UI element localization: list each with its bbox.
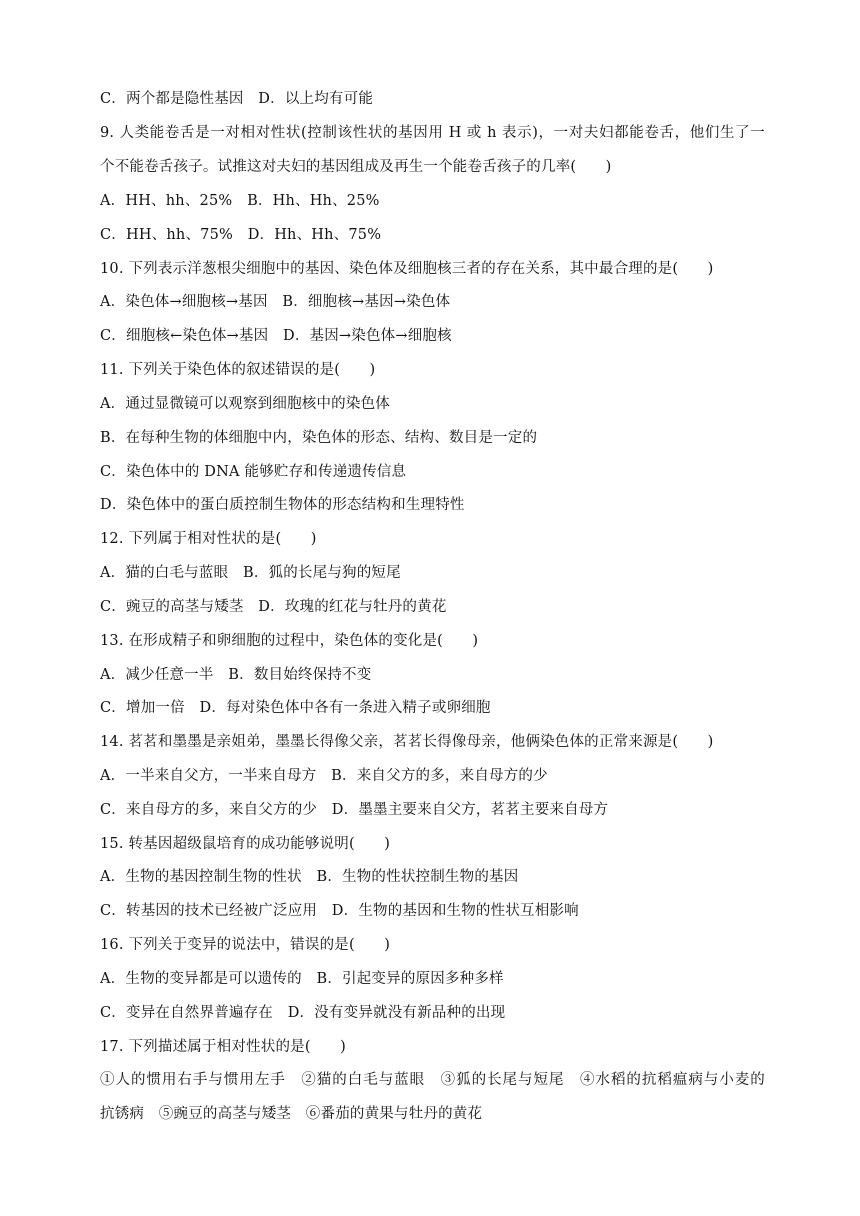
text-line: A．猫的白毛与蓝眼 B．狐的长尾与狗的短尾 bbox=[100, 565, 401, 581]
text-line: 16. 下列关于变异的说法中，错误的是( ) bbox=[100, 937, 391, 953]
text-line: 个不能卷舌孩子。试推这对夫妇的基因组成及再生一个能卷舌孩子的几率( ) bbox=[100, 159, 612, 175]
text-line: C．染色体中的 DNA 能够贮存和传递遗传信息 bbox=[100, 464, 407, 480]
text-line: 17. 下列描述属于相对性状的是( ) bbox=[100, 1039, 346, 1055]
text-line: 13. 在形成精子和卵细胞的过程中，染色体的变化是( ) bbox=[100, 633, 479, 649]
text-line: A．HH、hh、25% B．Hh、Hh、25% bbox=[100, 193, 380, 209]
text-line: 15. 转基因超级鼠培育的成功能够说明( ) bbox=[100, 836, 391, 852]
text-line: ①人的惯用右手与惯用左手 ②猫的白毛与蓝眼 ③狐的长尾与短尾 ④水稻的抗稻瘟病与小麦的 bbox=[100, 1072, 765, 1088]
text-line: B．在每种生物的体细胞中内，染色体的形态、结构、数目是一定的 bbox=[100, 430, 538, 446]
text-line: D．染色体中的蛋白质控制生物体的形态结构和生理特性 bbox=[100, 497, 465, 513]
text-line: C．HH、hh、75% D．Hh、Hh、75% bbox=[100, 227, 382, 243]
text-line: A．通过显微镜可以观察到细胞核中的染色体 bbox=[100, 396, 390, 412]
text-line: A．染色体→细胞核→基因 B．细胞核→基因→染色体 bbox=[100, 294, 451, 310]
text-line: 14. 茗茗和墨墨是亲姐弟，墨墨长得像父亲，茗茗长得像母亲，他俩染色体的正常来源是( ) bbox=[100, 734, 714, 750]
text-line: 11. 下列关于染色体的叙述错误的是( ) bbox=[100, 362, 376, 378]
text-line: C．变异在自然界普遍存在 D．没有变异就没有新品种的出现 bbox=[100, 1005, 506, 1021]
text-line: C．来自母方的多，来自父方的少 D．墨墨主要来自父方，茗茗主要来自母方 bbox=[100, 802, 609, 818]
text-line: A．一半来自父方，一半来自母方 B．来自父方的多，来自母方的少 bbox=[100, 768, 548, 784]
text-line: 抗锈病 ⑤豌豆的高茎与矮茎 ⑥番茄的黄果与牡丹的黄花 bbox=[100, 1106, 483, 1122]
text-line: C．转基因的技术已经被广泛应用 D．生物的基因和生物的性状互相影响 bbox=[100, 903, 579, 919]
text-line: C．豌豆的高茎与矮茎 D．玫瑰的红花与牡丹的黄花 bbox=[100, 599, 447, 615]
text-line: 12. 下列属于相对性状的是( ) bbox=[100, 531, 317, 547]
text-line: 9. 人类能卷舌是一对相对性状(控制该性状的基因用 H 或 h 表示)，一对夫妇都能卷舌，他们生了一 bbox=[100, 125, 765, 141]
text-line: 10. 下列表示洋葱根尖细胞中的基因、染色体及细胞核三者的存在关系，其中最合理的是( ) bbox=[100, 261, 714, 277]
text-line: C．细胞核←染色体→基因 D．基因→染色体→细胞核 bbox=[100, 328, 452, 344]
text-line: C．增加一倍 D．每对染色体中各有一条进入精子或卵细胞 bbox=[100, 700, 491, 716]
text-line: A．生物的基因控制生物的性状 B．生物的性状控制生物的基因 bbox=[100, 869, 519, 885]
text-line: C．两个都是隐性基因 D．以上均有可能 bbox=[100, 91, 374, 107]
text-line: A．减少任意一半 B．数目始终保持不变 bbox=[100, 667, 372, 683]
text-line: A．生物的变异都是可以遗传的 B．引起变异的原因多种多样 bbox=[100, 971, 504, 987]
